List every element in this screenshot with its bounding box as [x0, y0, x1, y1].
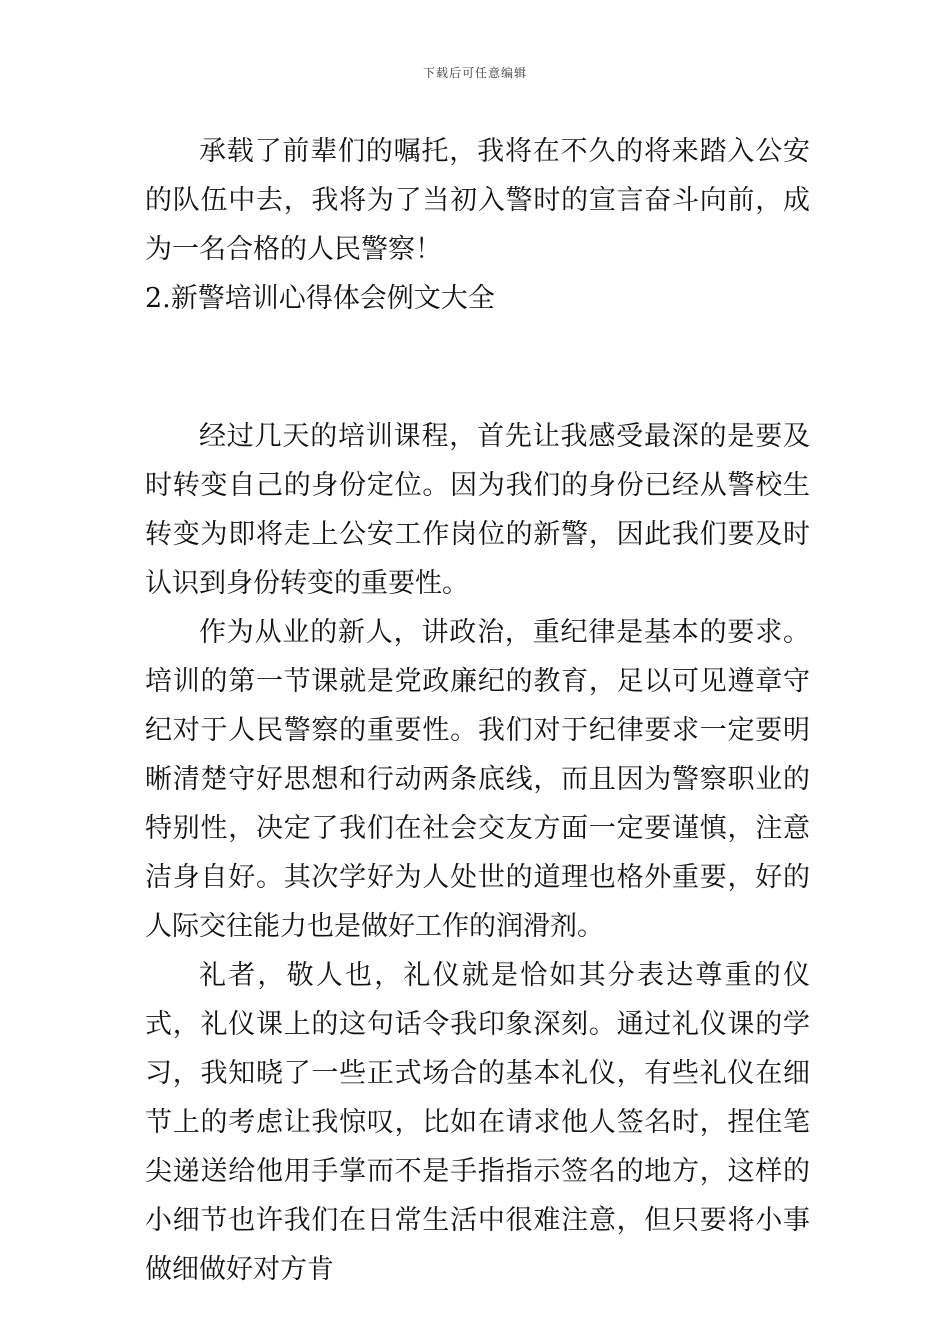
paragraph-3: 作为从业的新人，讲政治，重纪律是基本的要求。培训的第一节课就是党政廉纪的教育，足以可见遵章守纪对于人民警察的重要性。我们对于纪律要求一定要明晰清楚守好思想和行动两条底线，而且因为警察职业的特别性，决定了我们在社会交友方面一定要谨慎，注意洁身自好。其次学好为人处世的道理也格外重要，好的人际交往能力也是做好工作的润滑剂。	[145, 617, 810, 942]
document-body	[145, 127, 810, 1294]
paragraph-2: 经过几天的培训课程，首先让我感受最深的是要及时转变自己的身份定位。因为我们的身份已经从警校生转变为即将走上公安工作岗位的新警，因此我们要及时认识到身份转变的重要性。	[145, 421, 810, 599]
blank-gap	[145, 323, 810, 412]
paragraph-4: 礼者，敬人也，礼仪就是恰如其分表达尊重的仪式，礼仪课上的这句话令我印象深刻。通过礼仪课的学习，我知晓了一些正式场合的基本礼仪，有些礼仪在细节上的考虑让我惊叹，比如在请求他人签名时，捏住笔尖递送给他用手掌而不是手指指示签名的地方，这样的小细节也许我们在日常生活中很难注意，但只要将小事做细做好对方肯	[145, 960, 810, 1285]
section-title: 2.新警培训心得体会例文大全	[145, 283, 495, 314]
header-note: 下载后可任意编辑	[422, 66, 527, 80]
paragraph-1: 承载了前辈们的嘱托，我将在不久的将来踏入公安的队伍中去，我将为了当初入警时的宣言奋斗向前，成为一名合格的人民警察！	[145, 136, 810, 265]
